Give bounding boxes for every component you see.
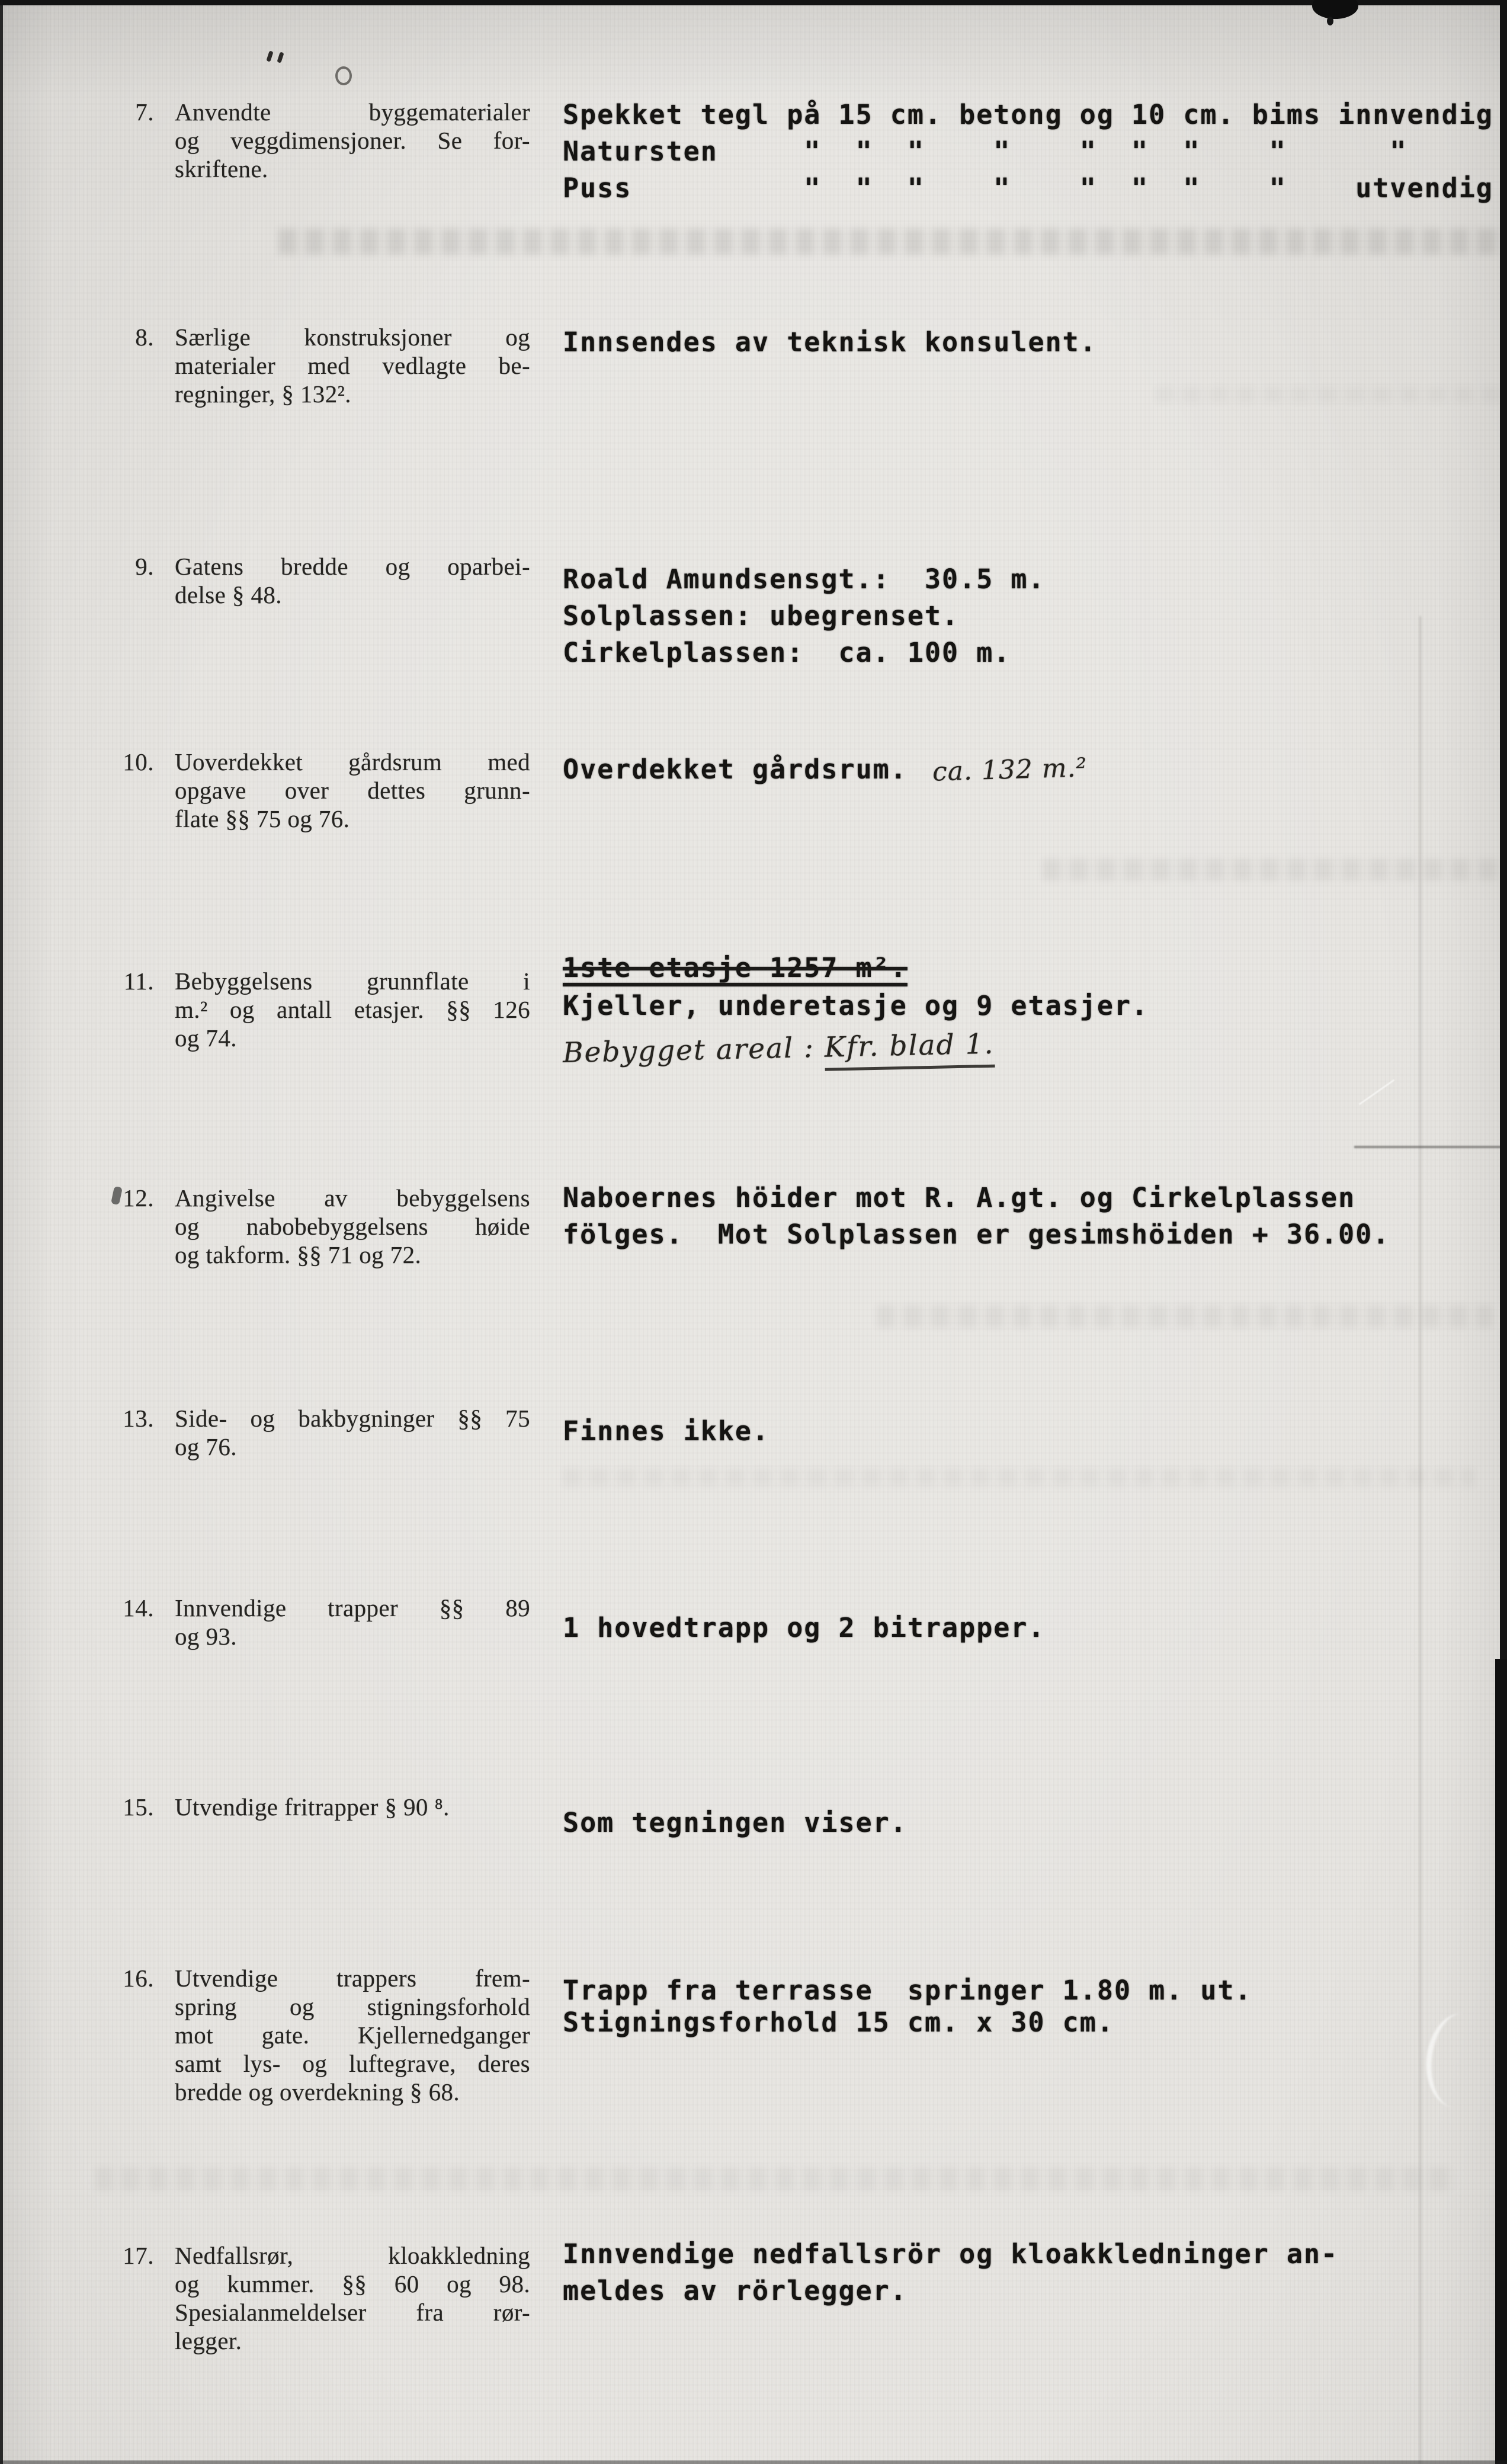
label-line: og 74. — [175, 1024, 237, 1052]
scan-blob-dot — [1327, 17, 1333, 25]
label-line: Angivelse av bebyggelsens — [175, 1184, 530, 1212]
item-number: 17. — [123, 2242, 154, 2269]
item-number: 7. — [135, 98, 154, 126]
item-label — [175, 2241, 530, 2355]
label-line: og nabobebyggelsens høide — [175, 1213, 530, 1240]
scan-edge-right-lower — [1495, 1659, 1507, 2464]
scratch-mark — [1359, 1079, 1395, 1106]
item-label — [175, 748, 530, 833]
typed-line: Solplassen: ubegrenset. — [563, 600, 960, 632]
item-label — [175, 967, 530, 1052]
item-answer — [563, 97, 1507, 207]
item-number: 13. — [123, 1405, 154, 1432]
label-line: og kummer. §§ 60 og 98. — [175, 2270, 530, 2298]
item-label — [175, 552, 530, 609]
label-line: m.² og antall etasjer. §§ 126 — [175, 996, 530, 1023]
item-label — [175, 1184, 530, 1269]
bleedthrough-band — [1155, 386, 1507, 403]
typed-line — [563, 752, 1507, 787]
label-line: materialer med vedlagte be- — [175, 352, 530, 379]
handwritten-underlined-text: Kfr. blad 1. — [824, 1028, 995, 1071]
item-number: 11. — [123, 967, 154, 995]
scan-edge-left — [0, 0, 3, 2464]
scan-edge-top — [0, 0, 1507, 5]
item-number: 16. — [123, 1965, 154, 1992]
fold-line — [1419, 616, 1421, 2464]
struck-text: 1ste etasje 1257 m². — [563, 952, 908, 983]
typed-line: Innvendige nedfallsrör og kloakkledninger an- — [563, 2238, 1339, 2270]
typed-line: Natursten " " " " " " " " " — [563, 136, 1407, 167]
item-label — [175, 323, 530, 408]
ink-speck — [268, 51, 291, 64]
item-answer — [563, 561, 1507, 671]
label-line: samt lys- og luftegrave, deres — [175, 2050, 530, 2077]
label-line: flate §§ 75 og 76. — [175, 805, 350, 832]
item-answer — [563, 752, 1507, 787]
typed-line: meldes av rörlegger. — [563, 2275, 908, 2306]
bleedthrough-band — [877, 1305, 1493, 1328]
label-line: opgave over dettes grunn- — [175, 777, 530, 804]
ink-speck — [335, 66, 352, 85]
label-line: Spesialanmeldelser fra rør- — [175, 2299, 530, 2326]
typed-line: fölges. Mot Solplassen er gesimshöiden + 36.00. — [563, 1219, 1390, 1250]
typed-line: Roald Amundsensgt.: 30.5 m. — [563, 563, 1046, 595]
label-line: spring og stigningsforhold — [175, 1993, 530, 2020]
typed-line: Innsendes av teknisk konsulent. — [563, 326, 1097, 358]
bleedthrough-band — [278, 229, 1507, 255]
scan-edge-bottom — [0, 2460, 1507, 2464]
handwritten-note: ca. 132 m.² — [932, 752, 1088, 787]
item-answer — [563, 949, 1507, 1072]
label-line: Side- og bakbygninger §§ 75 — [175, 1405, 530, 1432]
typed-line: Cirkelplassen: ca. 100 m. — [563, 637, 1011, 668]
label-line: Innvendige trapper §§ 89 — [175, 1594, 530, 1622]
item-label — [175, 1793, 530, 1821]
label-line: mot gate. Kjellernedganger — [175, 2021, 530, 2049]
label-line: Bebyggelsens grunnflate i — [175, 967, 530, 995]
typed-line: Finnes ikke. — [563, 1415, 770, 1447]
typed-line: Naboernes höider mot R. A.gt. og Cirkelplassen — [563, 1182, 1356, 1213]
item-answer — [563, 1180, 1507, 1253]
label-line: Utvendige trappers frem- — [175, 1965, 530, 1992]
item-number: 12. — [123, 1184, 154, 1212]
typed-line: Spekket tegl på 15 cm. betong og 10 cm. bims innvendig — [563, 99, 1493, 130]
typed-line: Puss " " " " " " " " utvendig — [563, 172, 1493, 204]
item-answer — [563, 2236, 1507, 2309]
label-line: Utvendige fritrapper § 90 ⁸. — [175, 1793, 450, 1821]
typed-line: 1 hovedtrapp og 2 bitrapper. — [563, 1612, 1046, 1643]
typed-line: Stigningsforhold 15 cm. x 30 cm. — [563, 2007, 1114, 2038]
label-line: og takform. §§ 71 og 72. — [175, 1241, 422, 1268]
typed-line: Kjeller, underetasje og 9 etasjer. — [563, 990, 1149, 1021]
label-line: Anvendte byggematerialer — [175, 98, 530, 126]
label-line: og veggdimensjoner. Se for- — [175, 127, 530, 154]
item-number: 10. — [123, 748, 154, 776]
label-line: Nedfallsrør, kloakkledning — [175, 2242, 530, 2269]
item-label — [175, 1964, 530, 2106]
item-label — [175, 1594, 530, 1651]
label-line: legger. — [175, 2327, 242, 2354]
bleedthrough-band — [1043, 859, 1507, 880]
label-line: skriftene. — [175, 155, 268, 182]
item-answer — [563, 1611, 1507, 1645]
typed-text: Overdekket gårdsrum. — [563, 754, 908, 785]
item-label — [175, 98, 530, 183]
label-line: delse § 48. — [175, 581, 282, 608]
item-answer — [563, 1975, 1507, 2039]
handwritten-text: Bebygget areal : — [562, 1031, 825, 1069]
item-number: 8. — [135, 323, 154, 351]
item-label — [175, 1404, 530, 1461]
item-number: 15. — [123, 1793, 154, 1821]
item-answer — [563, 325, 1507, 359]
typed-line: Trapp fra terrasse springer 1.80 m. ut. — [563, 1975, 1252, 2006]
label-line: bredde og overdekning § 68. — [175, 2078, 460, 2106]
label-line: Særlige konstruksjoner og — [175, 323, 530, 351]
bleedthrough-band — [95, 2167, 1457, 2191]
label-line: og 76. — [175, 1433, 237, 1460]
label-line: Uoverdekket gårdsrum med — [175, 748, 530, 776]
typed-line: Som tegningen viser. — [563, 1807, 908, 1838]
item-answer — [563, 1806, 1507, 1840]
item-number: 14. — [123, 1594, 154, 1622]
item-answer — [563, 1414, 1507, 1448]
crease-line — [1354, 1146, 1507, 1148]
scan-blob — [1312, 0, 1358, 19]
label-line: regninger, § 132². — [175, 380, 351, 408]
bleedthrough-band — [563, 1468, 1475, 1487]
label-line: og 93. — [175, 1623, 237, 1650]
item-number: 9. — [135, 553, 154, 580]
label-line: Gatens bredde og oparbei- — [175, 553, 530, 580]
